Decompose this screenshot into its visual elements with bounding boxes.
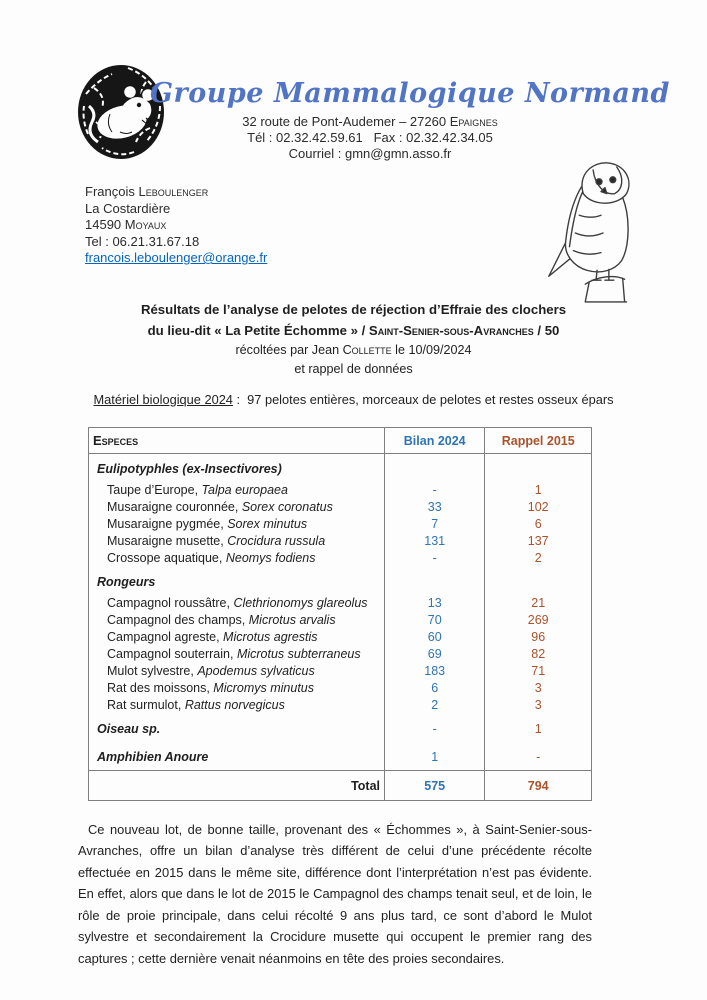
rappel-2015-value: 137 bbox=[485, 533, 592, 550]
species-name-cell: Amphibien Anoure bbox=[89, 742, 385, 771]
bilan-2024-value: 60 bbox=[385, 629, 485, 646]
scientific-name: Talpa europaea bbox=[201, 483, 288, 497]
species-row bbox=[89, 595, 592, 612]
results-table bbox=[88, 427, 592, 801]
column-header-species: Especes bbox=[89, 428, 385, 454]
species-name-cell: Taupe d’Europe, Talpa europaea bbox=[89, 482, 385, 499]
rappel-2015-value: 21 bbox=[485, 595, 592, 612]
bilan-2024-value: - bbox=[385, 482, 485, 499]
species-name-cell: Crossope aquatique, Neomys fodiens bbox=[89, 550, 385, 567]
sender-phone: Tel : 06.21.31.67.18 bbox=[85, 233, 200, 249]
species-name-cell: Musaraigne musette, Crocidura russula bbox=[89, 533, 385, 550]
scientific-name: Clethrionomys glareolus bbox=[233, 596, 368, 610]
barn-owl-icon bbox=[536, 156, 664, 304]
sender-address-line: La Costardière bbox=[85, 200, 171, 216]
org-phone-fax: Tél : 02.32.42.59.61 Fax : 02.32.42.34.05 bbox=[247, 130, 493, 145]
species-name-cell: Eulipotyphles (ex-Insectivores) bbox=[89, 454, 385, 483]
org-name: Groupe Mammalogique Normand bbox=[150, 78, 670, 109]
scientific-name: Neomys fodiens bbox=[225, 551, 316, 565]
column-header-bilan-2024: Bilan 2024 bbox=[385, 428, 485, 454]
species-name-cell: Campagnol souterrain, Microtus subterraneus bbox=[89, 646, 385, 663]
bilan-2024-value: 13 bbox=[385, 595, 485, 612]
scientific-name: Microtus agrestis bbox=[223, 630, 318, 644]
rappel-2015-value: 2 bbox=[485, 550, 592, 567]
species-row bbox=[89, 697, 592, 714]
rappel-2015-value: 3 bbox=[485, 680, 592, 697]
rappel-2015-value: 82 bbox=[485, 646, 592, 663]
species-row bbox=[89, 680, 592, 697]
species-row bbox=[89, 499, 592, 516]
rappel-2015-value: 71 bbox=[485, 663, 592, 680]
total-bilan-value: 575 bbox=[385, 771, 485, 801]
bilan-2024-value: 131 bbox=[385, 533, 485, 550]
total-rappel-value: 794 bbox=[485, 771, 592, 801]
material-text: : 97 pelotes entières, morceaux de pelotes et restes osseux épars bbox=[232, 392, 614, 407]
bilan-2024-value: 33 bbox=[385, 499, 485, 516]
species-name-cell: Musaraigne couronnée, Sorex coronatus bbox=[89, 499, 385, 516]
rappel-2015-value bbox=[485, 454, 592, 483]
rappel-2015-value: 1 bbox=[485, 482, 592, 499]
rappel-2015-value: - bbox=[485, 742, 592, 771]
bilan-2024-value: 70 bbox=[385, 612, 485, 629]
bilan-2024-value: 69 bbox=[385, 646, 485, 663]
scientific-name: Microtus subterraneus bbox=[236, 647, 361, 661]
material-line bbox=[0, 392, 707, 407]
bilan-2024-value: 7 bbox=[385, 516, 485, 533]
title-line-1: Résultats de l’analyse de pelotes de réjection d’Effraie des clochers bbox=[140, 302, 567, 317]
bilan-2024-value: 1 bbox=[385, 742, 485, 771]
org-header bbox=[150, 78, 670, 162]
table-header-row bbox=[89, 428, 592, 454]
bilan-2024-value: 183 bbox=[385, 663, 485, 680]
rappel-2015-value: 6 bbox=[485, 516, 592, 533]
sender-city: 14590 Moyaux bbox=[85, 217, 167, 232]
bilan-2024-value bbox=[385, 454, 485, 483]
material-label: Matériel biologique 2024 bbox=[93, 392, 233, 407]
bilan-2024-value: - bbox=[385, 714, 485, 742]
sender-email-link[interactable]: francois.leboulenger@orange.fr bbox=[85, 250, 268, 265]
title-line-3: récoltées par Jean Collette le 10/09/2024 bbox=[235, 343, 472, 357]
scientific-name: Crocidura russula bbox=[227, 534, 326, 548]
species-name-cell: Mulot sylvestre, Apodemus sylvaticus bbox=[89, 663, 385, 680]
species-row bbox=[89, 612, 592, 629]
scientific-name: Micromys minutus bbox=[213, 681, 315, 695]
species-name-cell: Musaraigne pygmée, Sorex minutus bbox=[89, 516, 385, 533]
sender-name: François Leboulenger bbox=[85, 184, 209, 199]
scientific-name: Sorex minutus bbox=[227, 517, 308, 531]
species-name-cell: Rongeurs bbox=[89, 567, 385, 595]
rappel-2015-value: 102 bbox=[485, 499, 592, 516]
species-row bbox=[89, 533, 592, 550]
bilan-2024-value: 2 bbox=[385, 697, 485, 714]
species-row bbox=[89, 482, 592, 499]
section-row bbox=[89, 742, 592, 771]
scientific-name: Apodemus sylvaticus bbox=[197, 664, 315, 678]
sender-block bbox=[85, 184, 267, 267]
species-name-cell: Rat des moissons, Micromys minutus bbox=[89, 680, 385, 697]
species-row bbox=[89, 663, 592, 680]
total-label: Total bbox=[89, 771, 385, 801]
org-email: Courriel : gmn@gmn.asso.fr bbox=[288, 146, 452, 161]
bilan-2024-value: 6 bbox=[385, 680, 485, 697]
scientific-name: Sorex coronatus bbox=[241, 500, 333, 514]
species-name-cell: Campagnol agreste, Microtus agrestis bbox=[89, 629, 385, 646]
species-name-cell: Campagnol des champs, Microtus arvalis bbox=[89, 612, 385, 629]
species-row bbox=[89, 550, 592, 567]
species-row bbox=[89, 646, 592, 663]
rappel-2015-value: 269 bbox=[485, 612, 592, 629]
section-row bbox=[89, 567, 592, 595]
section-row bbox=[89, 454, 592, 483]
rappel-2015-value: 1 bbox=[485, 714, 592, 742]
total-row bbox=[89, 771, 592, 801]
title-line-4: et rappel de données bbox=[294, 362, 413, 376]
species-row bbox=[89, 516, 592, 533]
species-name-cell: Rat surmulot, Rattus norvegicus bbox=[89, 697, 385, 714]
bilan-2024-value bbox=[385, 567, 485, 595]
section-row bbox=[89, 714, 592, 742]
scientific-name: Microtus arvalis bbox=[248, 613, 336, 627]
rappel-2015-value bbox=[485, 567, 592, 595]
rappel-2015-value: 3 bbox=[485, 697, 592, 714]
column-header-rappel-2015: Rappel 2015 bbox=[485, 428, 592, 454]
species-table-body bbox=[89, 454, 592, 771]
bilan-2024-value: - bbox=[385, 550, 485, 567]
analysis-paragraph: Ce nouveau lot, de bonne taille, provenant des « Échommes », à Saint-Senier-sous-Avranches, offre un bilan d’analyse très différent de celui d’une précédente récolte effectuée en 2015 dans le même site, différence dont l’interprétation n’est pas évidente. En effet, alors que dans le lot de 2015 le Campagnol des champs tenait seul, et de loin, le rôle de proie principale, dans celui récolté 9 ans plus tard, ce sont d’abord le Mulot sylvestre et secondairement la Crocidure musette qui occupent le premier rang des captures ; cette dernière venait néanmoins en tête des proies secondaires. bbox=[78, 821, 592, 966]
species-name-cell: Campagnol roussâtre, Clethrionomys glareolus bbox=[89, 595, 385, 612]
rappel-2015-value: 96 bbox=[485, 629, 592, 646]
document-title bbox=[0, 299, 707, 379]
org-address: 32 route de Pont-Audemer – 27260 Epaignes bbox=[242, 114, 498, 129]
species-name-cell: Oiseau sp. bbox=[89, 714, 385, 742]
scientific-name: Rattus norvegicus bbox=[184, 698, 285, 712]
title-line-2: du lieu-dit « La Petite Échomme » / Saint-Senier-sous-Avranches / 50 bbox=[147, 323, 560, 338]
species-row bbox=[89, 629, 592, 646]
